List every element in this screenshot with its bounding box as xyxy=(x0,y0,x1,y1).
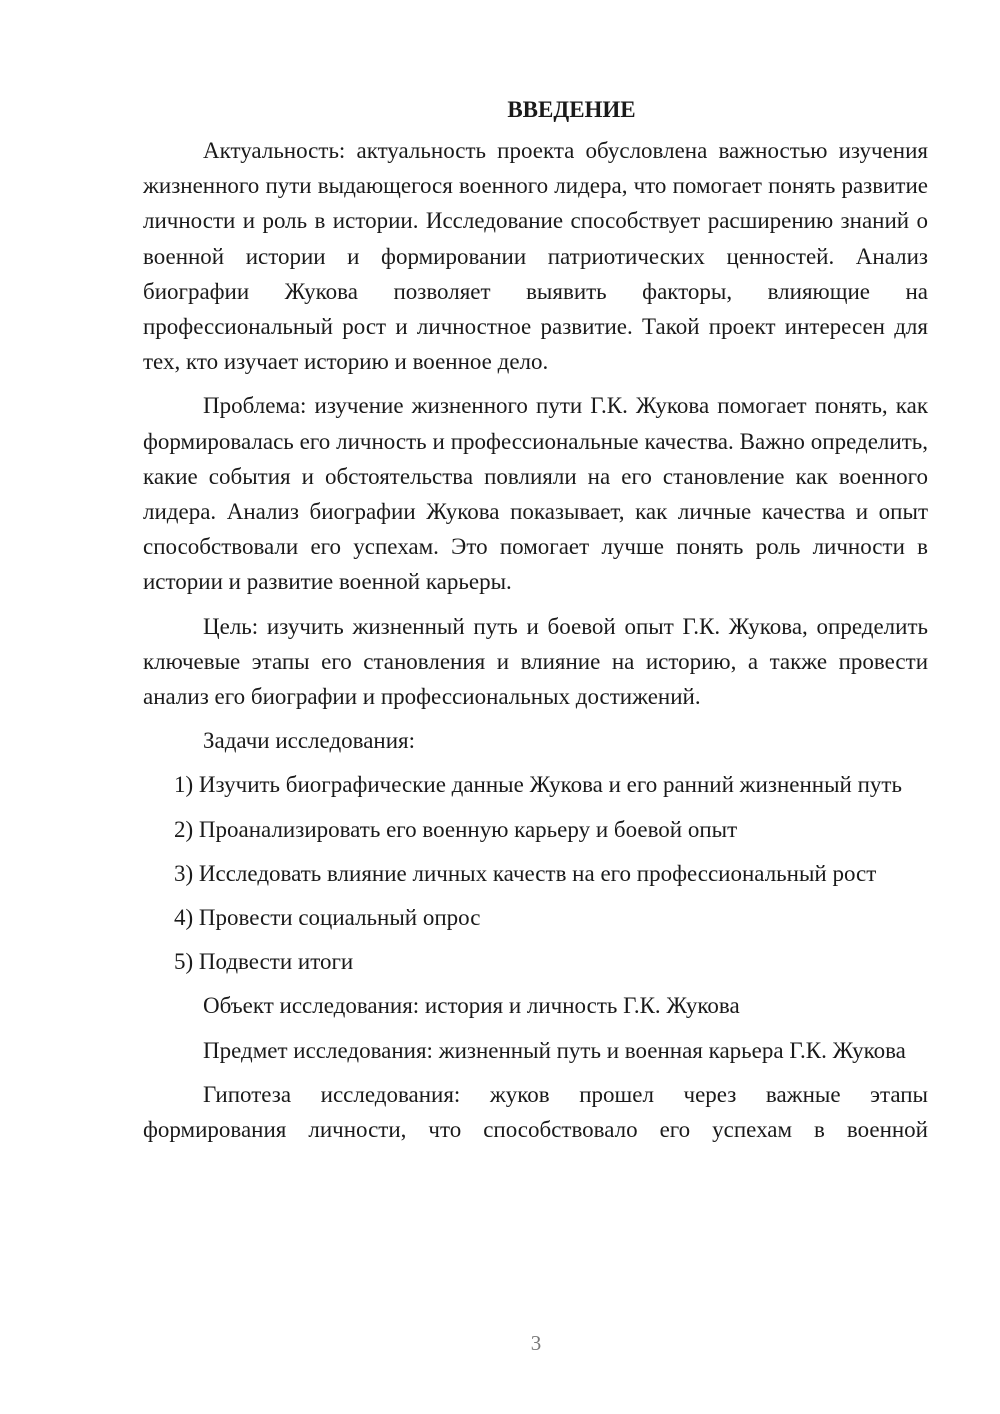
paragraph-subject: Предмет исследования: жизненный путь и военная карьера Г.К. Жукова xyxy=(203,1037,906,1063)
paragraph-goal: Цель: изучить жизненный путь и боевой опыт Г.К. Жукова, определить ключевые этапы его становления и влияние на историю, а также провести анализ его биографии и профессиональных достижений. xyxy=(143,613,928,710)
paragraph-tasks-intro: Задачи исследования: xyxy=(203,728,416,754)
page-number: 3 xyxy=(530,1331,542,1355)
page-title: ВВЕДЕНИЕ xyxy=(507,97,636,122)
list-item: 3) Исследовать влияние личных качеств на его профессиональный рост xyxy=(174,860,877,886)
paragraph-hypothesis: Гипотеза исследования: жуков прошел через важные этапы формирования личности, что способствовало его успехам в военной xyxy=(143,1081,928,1143)
paragraph-object: Объект исследования: история и личность Г.К. Жукова xyxy=(203,993,740,1019)
page-body xyxy=(143,92,928,1156)
list-item: 2) Проанализировать его военную карьеру и боевой опыт xyxy=(174,816,738,842)
paragraph-problem: Проблема: изучение жизненного пути Г.К. Жукова помогает понять, как формировалась его личность и профессиональные качества. Важно определить, какие события и обстоятельства повлияли на его становление как военного лидера. Анализ биографии Жукова показывает, как личные качества и опыт способствовали его успехам. Это помогает лучше понять роль личности в истории и развитие военной карьеры. xyxy=(143,393,928,595)
list-item: 4) Провести социальный опрос xyxy=(174,905,481,931)
list-item: 1) Изучить биографические данные Жукова и его ранний жизненный путь xyxy=(174,772,902,798)
list-item: 5) Подвести итоги xyxy=(174,949,354,975)
paragraph-relevance: Актуальность: актуальность проекта обусловлена важностью изучения жизненного пути выдающегося военного лидера, что помогает понять развитие личности и роль в истории. Исследование способствует расширению знаний о военной истории и формировании патриотических ценностей. Анализ биографии Жукова позволяет выявить факторы, влияющие на профессиональный рост и личностное развитие. Такой проект интересен для тех, кто изучает историю и военное дело. xyxy=(143,138,928,375)
